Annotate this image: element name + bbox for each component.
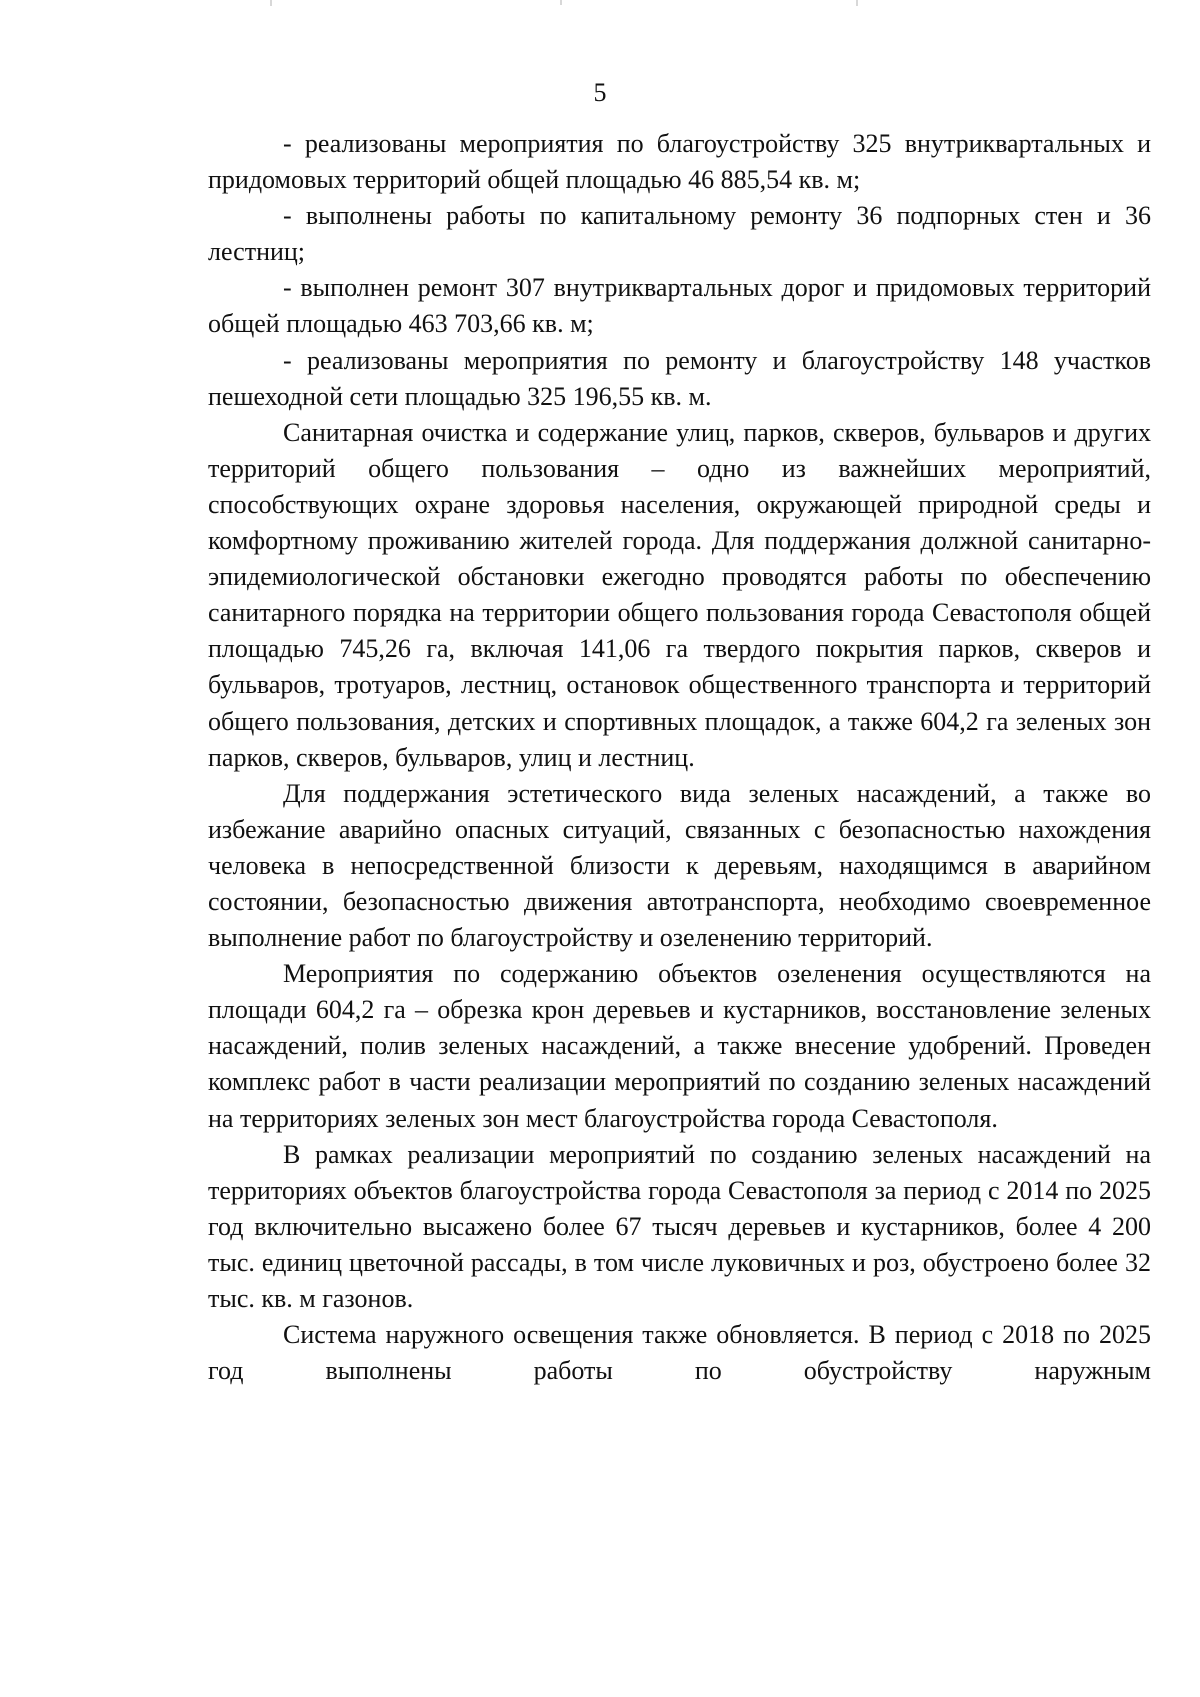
scan-edge-mark — [856, 0, 858, 6]
list-item-paragraph: - выполнены работы по капитальному ремонту 36 подпорных стен и 36 лестниц; — [208, 201, 1151, 267]
scan-edge-mark — [560, 0, 562, 5]
scan-edge-mark — [270, 0, 272, 6]
page-number: 5 — [593, 78, 607, 107]
body-paragraph: В рамках реализации мероприятий по созданию зеленых насаждений на территориях объектов благоустройства города Севастополя за период с 2014 по 2025 год включительно высажено более 67 тысяч деревьев и кустарников, более 4 200 тыс. единиц цветочной рассады, в том числе луковичных и роз, обустроено более 32 тыс. кв. м газонов. — [208, 1139, 1151, 1313]
body-paragraph: Мероприятия по содержанию объектов озеленения осуществляются на площади 604,2 га – обрезка крон деревьев и кустарников, восстановление зеленых насаждений, полив зеленых насаждений, а также внесение удобрений. Проведен комплекс работ в части реализации мероприятий по созданию зеленых насаждений на территориях зеленых зон мест благоустройства города Севастополя. — [208, 959, 1151, 1133]
list-item-paragraph: - выполнен ремонт 307 внутриквартальных дорог и придомовых территорий общей площадью 463 703,66 кв. м; — [208, 273, 1151, 339]
list-item-paragraph: - реализованы мероприятия по ремонту и благоустройству 148 участков пешеходной сети площадью 325 196,55 кв. м. — [208, 345, 1151, 411]
body-paragraph: Система наружного освещения также обновляется. В период с 2018 по 2025 год выполнены работы по обустройству наружным — [208, 1320, 1151, 1386]
body-paragraph: Для поддержания эстетического вида зеленых насаждений, а также во избежание аварийно опасных ситуаций, связанных с безопасностью нахождения человека в непосредственной близости к деревьям, находящимся в аварийном состоянии, безопасностью движения автотранспорта, необходимо своевременное выполнение работ по благоустройству и озеленению территорий. — [208, 778, 1151, 953]
document-body — [208, 126, 1151, 1389]
body-paragraph: Санитарная очистка и содержание улиц, парков, скверов, бульваров и других территорий общего пользования – одно из важнейших мероприятий, способствующих охране здоровья населения, окружающей природной среды и комфортному проживанию жителей города. Для поддержания должной санитарно-эпидемиологической обстановки ежегодно проводятся работы по обеспечению санитарного порядка на территории общего пользования города Севастополя общей площадью 745,26 га, включая 141,06 га твердого покрытия парков, скверов и бульваров, тротуаров, лестниц, остановок общественного транспорта и территорий общего пользования, детских и спортивных площадок, а также 604,2 га зеленых зон парков, скверов, бульваров, улиц и лестниц. — [208, 417, 1151, 772]
list-item-paragraph: - реализованы мероприятия по благоустройству 325 внутриквартальных и придомовых территорий общей площадью 46 885,54 кв. м; — [208, 129, 1151, 195]
